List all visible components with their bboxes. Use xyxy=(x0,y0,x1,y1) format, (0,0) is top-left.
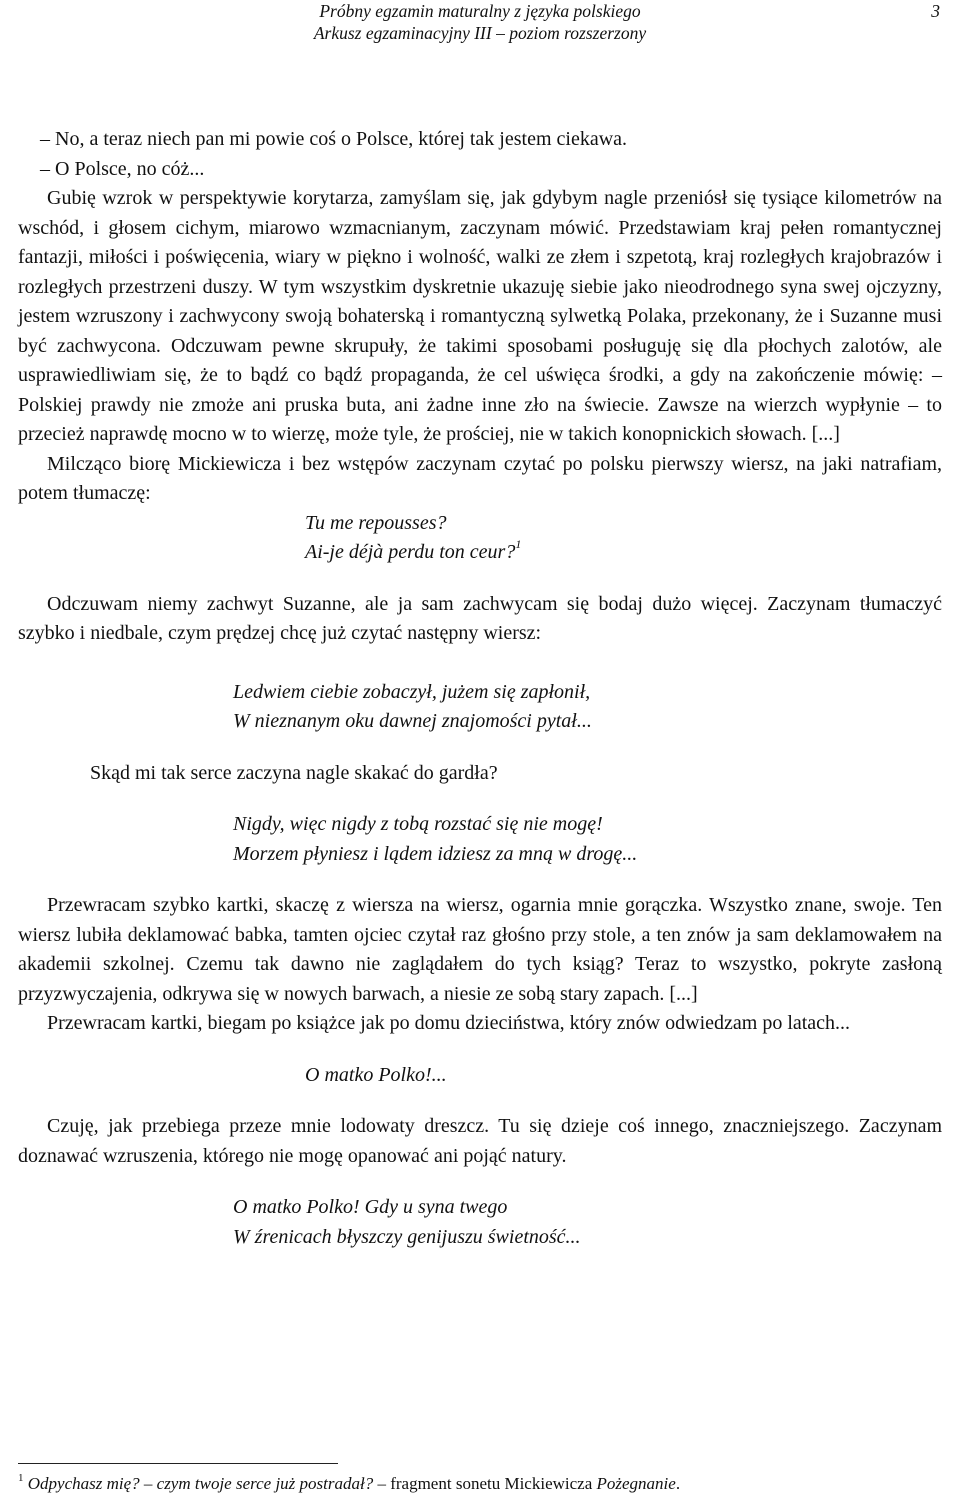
question-line: Skąd mi tak serce zaczyna nagle skakać do gardła? xyxy=(90,761,498,784)
paragraph-1: Gubię wzrok w perspektywie korytarza, zamyślam się, jak gdybym nagle przeniósł się tysiące kilometrów na wschód, i głosem cichym, miarowo wzmacnianym, zaczynam mówić. Przedstawiam kraj pełen romantycznej fantazji, miłości i poświęcenia, wiary w piękno i wolność, walki ze złem i szpetotą, kraj rozległych krajobrazów i rozległych przestrzeni duszy. W tym wszystkim dyskretnie ukazuję siebie jako nieodrodnego syna swej ojczyzny, jestem wzruszony i zachwycony swoją bohaterską i romantyczną sylwetką Polaka, przekonany, że i Suzanne musi być zachwycona. Odczuwam pewne skrupuły, że takimi sposobami posługuję się dla płochych zalotów, ale usprawiedliwiam się, że to bądź co bądź propaganda, że cel uświęca środki, a gdy na zakończenie mówię: – Polskiej prawdy nie zmoże ani pruska buta, ani żadne inne zło na świecie. Zawsze na wierzch wypłynie – to przecież naprawdę mocno w to wierzę, może tyle, że prościej, nie w takich konopnickich słowach. [...] xyxy=(18,187,942,445)
footnote-text: – fragment sonetu Mickiewicza xyxy=(373,1474,597,1493)
text-body xyxy=(18,125,942,1252)
poem-line-5: O matko Polko! Gdy u syna twego xyxy=(233,1196,508,1218)
footnote-quote: Odpychasz mię? – czym twoje serce już postradał? xyxy=(27,1474,374,1493)
header-exam-title: Próbny egzamin maturalny z języka polskiego xyxy=(319,1,641,21)
french-verse-2-text: Ai-je déjà perdu ton ceur? xyxy=(305,541,516,563)
dialogue-line-1: – No, a teraz niech pan mi powie coś o Polsce, której tak jestem ciekawa. xyxy=(40,128,628,150)
paragraph-3: Odczuwam niemy zachwyt Suzanne, ale ja sam zachwycam się bodaj dużo więcej. Zaczynam tłumaczyć szybko i niedbale, czym prędzej chcę już czytać następny wiersz: xyxy=(18,592,942,644)
paragraph-6: Czuję, jak przebiega przeze mnie lodowaty dreszcz. Tu się dzieje coś innego, znaczniejszego. Zaczynam doznawać wzruszenia, którego nie mogę opanować ani pojąć natury. xyxy=(18,1115,942,1167)
poem-line-1: Ledwiem ciebie zobaczył, jużem się zapłonił, xyxy=(233,680,591,703)
page-number: 3 xyxy=(931,1,940,21)
footnote-divider xyxy=(18,1463,338,1464)
poem-line-6: W źrenicach błyszczy genijuszu świetność... xyxy=(233,1225,581,1248)
french-verse-2 xyxy=(18,538,942,568)
header-exam-sheet: Arkusz egzaminacyjny III – poziom rozszerzony xyxy=(313,23,647,43)
footnote-end: . xyxy=(675,1474,681,1493)
footnote-reference: 1 xyxy=(515,537,522,551)
footnote-mark: 1 xyxy=(18,1472,24,1484)
header-title-block xyxy=(0,0,960,44)
footnote-title: Pożegnanie xyxy=(596,1474,676,1493)
dialogue-line-2: – O Polsce, no cóż... xyxy=(40,157,205,180)
paragraph-2: Milcząco biorę Mickiewicza i bez wstępów zaczynam czytać po polsku pierwszy wiersz, na jaki natrafiam, potem tłumaczę: xyxy=(18,452,942,504)
verse-matko-polko: O matko Polko!... xyxy=(305,1063,447,1086)
french-verse-1: Tu me repousses? xyxy=(305,511,447,534)
poem-line-2: W nieznanym oku dawnej znajomości pytał... xyxy=(233,710,592,732)
footnote xyxy=(18,1472,948,1496)
poem-line-3: Nigdy, więc nigdy z tobą rozstać się nie mogę! xyxy=(233,813,603,835)
page-header xyxy=(0,0,960,52)
paragraph-5: Przewracam kartki, biegam po książce jak po domu dzieciństwa, który znów odwiedzam po latach... xyxy=(47,1012,851,1034)
poem-line-4: Morzem płyniesz i lądem idziesz za mną w drogę... xyxy=(233,842,638,865)
paragraph-4: Przewracam szybko kartki, skaczę z wiersza na wiersz, ogarnia mnie gorączka. Wszystko znane, swoje. Ten wiersz lubiła deklamować babka, tamten ojciec czytał raz głośno przy stole, a ten znów ja sam deklamowałem na akademii szkolnej. Czemu tak dawno nie zaglądałem do tych ksiąg? Teraz to wszystko, pokryte zasłoną przyzwyczajenia, odkrywa się w nowych barwach, a niesie ze sobą stary zapach. [...] xyxy=(18,894,942,1005)
